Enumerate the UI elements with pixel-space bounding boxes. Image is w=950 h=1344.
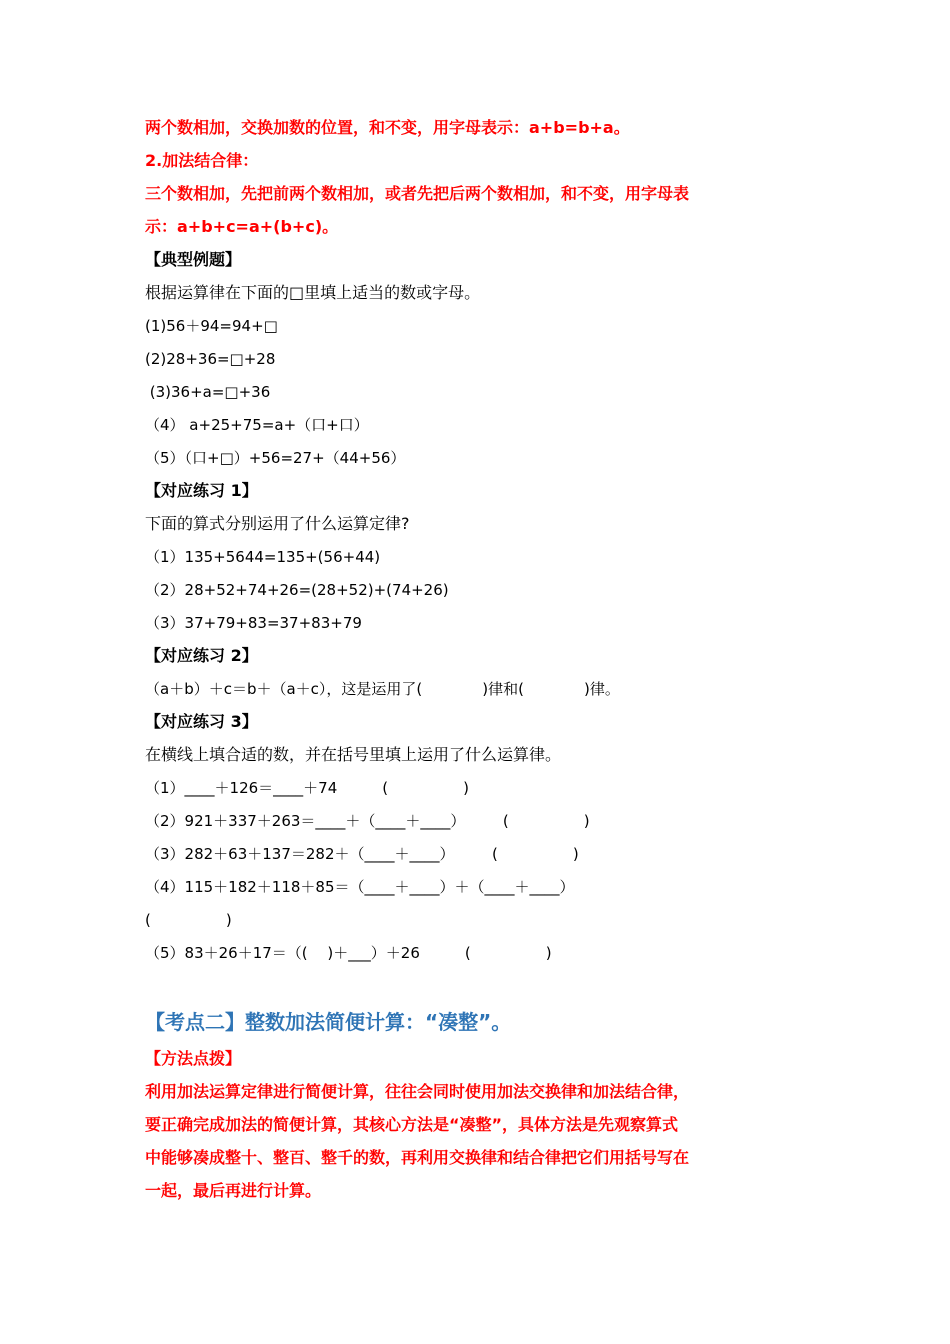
practice3-prompt: 在横线上填合适的数，并在括号里填上运用了什么运算律。 (145, 745, 562, 764)
practice1-prompt: 下面的算式分别运用了什么运算定律? (145, 514, 410, 533)
section2-heading: 【考点二】整数加法简便计算：“凑整”。 (145, 1010, 512, 1034)
example-item-1: (1)56＋94=94+□ (145, 317, 278, 335)
practice1-item-1: （1）135+5644=135+(56+44) (145, 548, 381, 566)
practice3-item-3: （3）282＋63＋137＝282＋（____＋____） ( ) (145, 845, 579, 863)
example-heading: 【典型例题】 (145, 250, 242, 269)
practice2-item: （a＋b）＋c＝b＋（a＋c），这是运用了( )律和( )律。 (145, 680, 620, 698)
commutative-law-description: 两个数相加，交换加数的位置，和不变，用字母表示：a+b=b+a。 (145, 118, 630, 137)
example-item-2: (2)28+36=□+28 (145, 350, 276, 368)
example-item-4: （4） a+25+75=a+（口+口） (145, 416, 369, 434)
practice3-heading: 【对应练习 3】 (145, 712, 258, 731)
practice3-item-4: （4）115＋182＋118＋85＝（____＋____）＋（____＋____） (145, 878, 575, 896)
practice3-item-5: （5）83＋26＋17＝（( )＋___）＋26 ( ) (145, 944, 552, 962)
practice1-item-3: （3）37+79+83=37+83+79 (145, 614, 362, 632)
practice3-item-2: （2）921＋337＋263＝____＋（____＋____） ( ) (145, 812, 590, 830)
method-heading: 【方法点拨】 (145, 1049, 242, 1068)
associative-law-title: 2.加法结合律： (145, 151, 259, 170)
example-prompt: 根据运算律在下面的□里填上适当的数或字母。 (145, 283, 481, 302)
method-line-3: 中能够凑成整十、整百、整千的数，再利用交换律和结合律把它们用括号写在 (145, 1148, 690, 1167)
associative-law-description-line1: 三个数相加，先把前两个数相加，或者先把后两个数相加，和不变，用字母表 (145, 184, 690, 203)
example-item-5: （5）（口+□）+56=27+（44+56） (145, 449, 406, 467)
practice1-item-2: （2）28+52+74+26=(28+52)+(74+26) (145, 581, 449, 599)
practice1-heading: 【对应练习 1】 (145, 481, 258, 500)
method-line-4: 一起，最后再进行计算。 (145, 1181, 322, 1200)
method-line-1: 利用加法运算定律进行简便计算，往往会同时使用加法交换律和加法结合律， (145, 1082, 690, 1101)
example-item-3: (3)36+a=□+36 (145, 383, 271, 401)
practice2-heading: 【对应练习 2】 (145, 646, 258, 665)
method-line-2: 要正确完成加法的简便计算，其核心方法是“凑整”，具体方法是先观察算式 (145, 1115, 679, 1134)
practice3-item-1: （1）____＋126＝____＋74 ( ) (145, 779, 469, 797)
practice3-item-4-answer: ( ) (145, 911, 232, 929)
associative-law-description-line2: 示：a+b+c=a+(b+c)。 (145, 217, 339, 236)
